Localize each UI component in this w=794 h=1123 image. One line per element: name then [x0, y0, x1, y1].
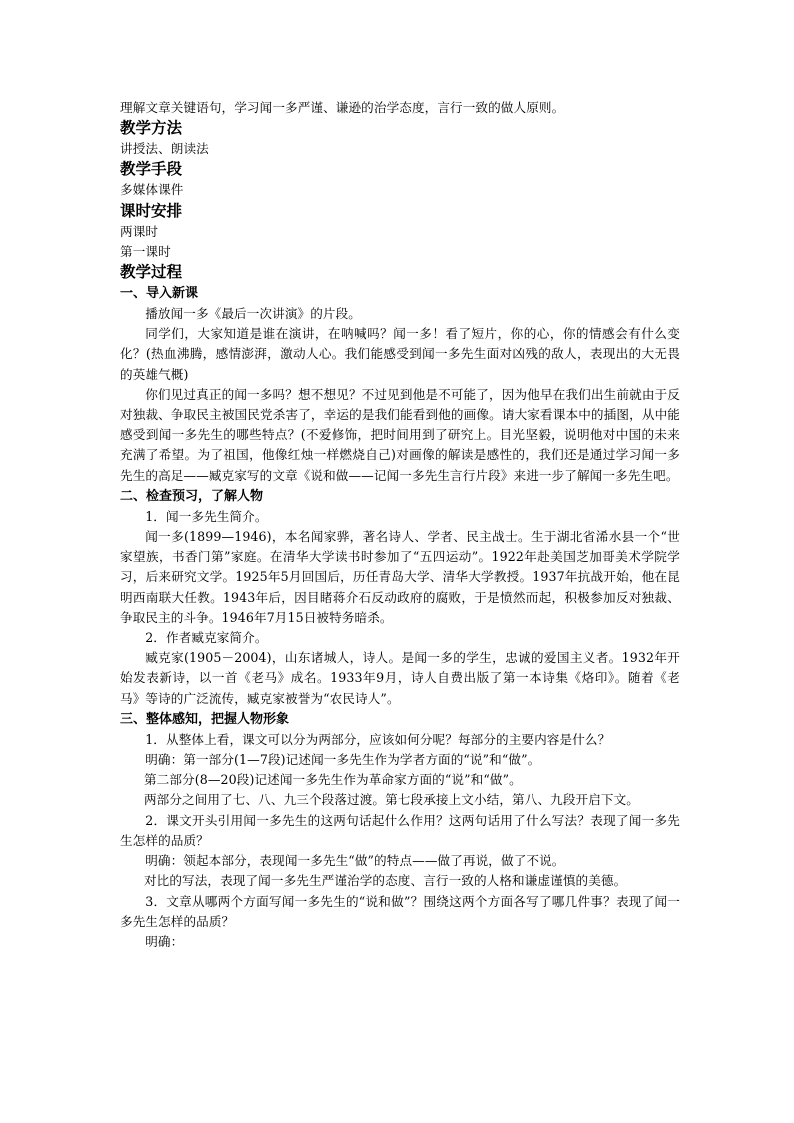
section-title-intro: 一、导入新课: [120, 286, 199, 302]
paragraph-overall-6: 明确：领起本部分，表现闻一多先生“做”的特点——做了再说，做了不说。: [145, 853, 565, 869]
paragraph-intro-1: 播放闻一多《最后一次讲演》的片段。: [145, 306, 361, 322]
paragraph-overall-1: 1．从整体上看，课文可以分为两部分，应该如何分呢？每部分的主要内容是什么？: [145, 731, 611, 747]
paragraph-overall-3: 第二部分(8—20段)记述闻一多先生作为革命家方面的“说”和“做”。: [143, 772, 522, 788]
paragraph-preview-3: 2．作者臧克家简介。: [145, 630, 268, 646]
paragraph-overall-2: 明确：第一部分(1—7段)记述闻一多先生作为学者方面的“说”和“做”。: [145, 752, 541, 768]
section-title-overall: 三、整体感知，把握人物形象: [120, 711, 290, 727]
paragraph-objective: 理解文章关键语句，学习闻一多严谨、谦逊的治学态度，言行一致的做人原则。: [120, 100, 565, 115]
heading-teaching-means: 教学手段: [120, 160, 183, 179]
paragraph-means: 多媒体课件: [120, 182, 184, 198]
paragraph-preview-2: 闻一多(1899—1946)，本名闻家骅，著名诗人、学者、民主战士。生于湖北省浠水县一个“世家望族，书香门第”家庭。在清华大学读书时参加了“五四运动”。1922年赴美国芝加哥美术学院学习，后来研究文学。1925年5月回国后，历任青岛大学、清华大学教授。1937年抗战开始，他在昆明西南联大任教。1943年后，因目睹蒋介石反动政府的腐败，于是愤然而起，积极参加反对独裁、争取民主的斗争。1946年7月15日被特务暗杀。: [120, 529, 680, 625]
heading-schedule: 课时安排: [120, 201, 183, 220]
paragraph-method: 讲授法、朗读法: [120, 141, 209, 157]
paragraph-preview-4: 臧克家(1905－2004)，山东诸城人，诗人。是闻一多的学生，忠诚的爱国主义者。1932年开始发表新诗，以一首《老马》成名。1933年9月，诗人自费出版了第一本诗集《烙印》。随着《老马》等诗的广泛流传，臧克家被誉为“农民诗人”。: [120, 650, 680, 706]
paragraph-schedule: 两课时: [120, 223, 159, 239]
heading-teaching-process: 教学过程: [120, 263, 183, 282]
paragraph-overall-7: 对比的写法，表现了闻一多先生严谨治学的态度、言行一致的人格和谦虚谨慎的美德。: [143, 873, 627, 889]
paragraph-preview-1: 1．闻一多先生简介。: [145, 508, 268, 524]
paragraph-overall-5: 2．课文开头引用闻一多先生的这两句话起什么作用？这两句话用了什么写法？表现了闻一多先生怎样的品质？: [120, 812, 680, 848]
paragraph-overall-8: 3．文章从哪两个方面写闻一多先生的“说和做”？围绕这两个方面各写了哪几件事？表现了闻一多先生怎样的品质？: [120, 893, 680, 929]
heading-teaching-method: 教学方法: [120, 119, 183, 138]
document-page: [120, 98, 680, 952]
section-title-preview: 二、检查预习，了解人物: [120, 488, 264, 504]
paragraph-intro-2: 同学们，大家知道是谁在演讲，在呐喊吗？闻一多！看了短片，你的心，你的情感会有什么变化？(热血沸腾，感情澎湃，激动人心。我们能感受到闻一多先生面对凶残的敌人，表现出的大无畏的英雄气概): [120, 326, 680, 382]
paragraph-lesson-one: 第一课时: [120, 243, 171, 259]
paragraph-intro-3: 你们见过真正的闻一多吗？想不想见？不过见到他是不可能了，因为他早在我们出生前就由于反对独裁、争取民主被国民党杀害了，幸运的是我们能看到他的画像。请大家看课本中的插图，从中能感受到闻一多先生的哪些特点？(不爱修饰，把时间用到了研究上。目光坚毅，说明他对中国的未来充满了希望。为了祖国，他像红烛一样燃烧自己)对画像的解读是感性的，我们还是通过学习闻一多先生的高足——臧克家写的文章《说和做——记闻一多先生言行片段》来进一步了解闻一多先生吧。: [120, 386, 680, 483]
paragraph-overall-4: 两部分之间用了七、八、九三个段落过渡。第七段承接上文小结，第八、九段开启下文。: [143, 792, 639, 808]
paragraph-overall-9: 明确：: [145, 933, 184, 949]
